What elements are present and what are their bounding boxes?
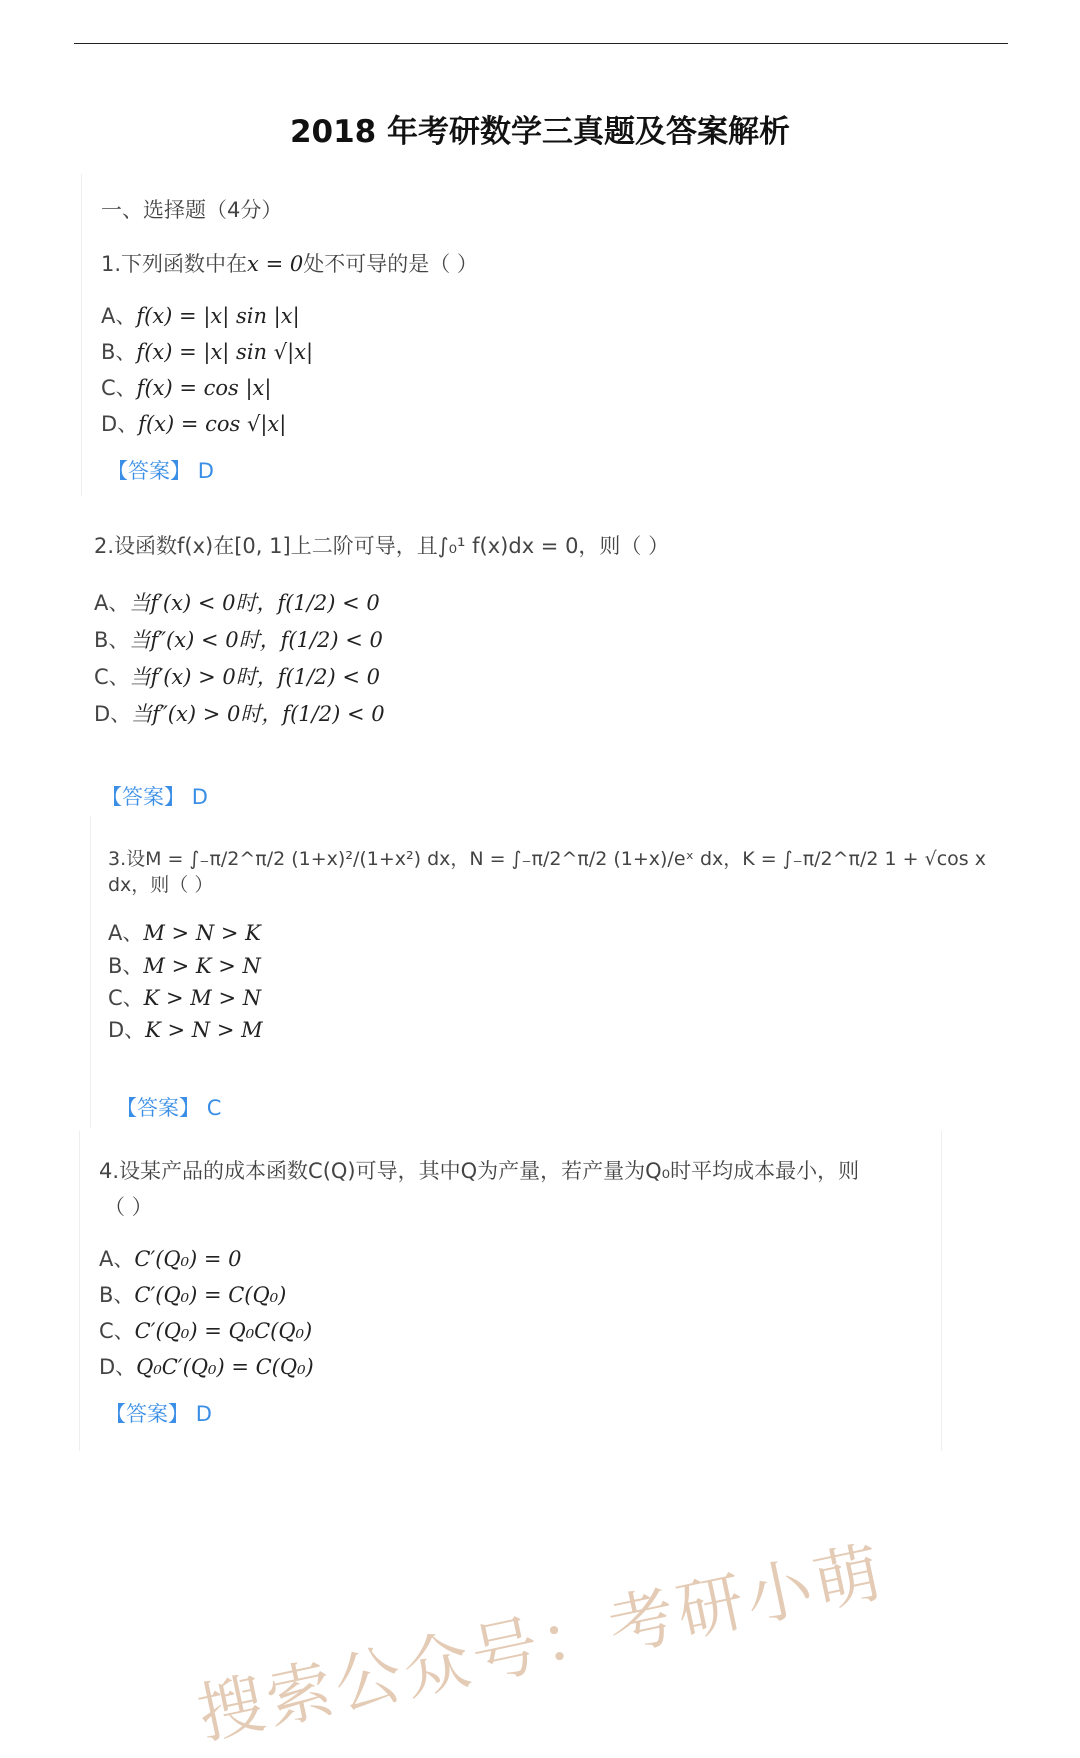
option-math: C′(Q₀) = C(Q₀) (134, 1283, 287, 1307)
watermark: 搜索公众号：考研小萌 (190, 1532, 892, 1754)
option-label: D、 (101, 412, 139, 436)
option-math: M > N > K (143, 921, 261, 945)
answer-value: C (206, 1096, 222, 1120)
option-label: B、 (108, 954, 144, 978)
question-4-stem: 4.设某产品的成本函数C(Q)可导，其中Q为产量，若产量为Q₀时平均成本最小，则 (99, 1159, 860, 1183)
answer-value: D (197, 459, 214, 483)
option-math: 当f′(x) < 0时，f(1/2) < 0 (129, 591, 380, 615)
page-title: 2018 年考研数学三真题及答案解析 (289, 114, 791, 150)
answer-label: 【答案】 (116, 1096, 200, 1120)
answer-label: 【答案】 (105, 1402, 189, 1426)
question-3-border (90, 816, 101, 1128)
option-a (101, 300, 300, 330)
option-b (94, 624, 383, 654)
option-label: B、 (101, 340, 137, 364)
option-label: D、 (94, 702, 132, 726)
option-math: Q₀C′(Q₀) = C(Q₀) (136, 1355, 314, 1379)
answer-label: 【答案】 (107, 459, 191, 483)
option-b (108, 950, 261, 980)
option-b (101, 336, 313, 366)
option-math: f(x) = |x| sin |x| (136, 304, 300, 328)
option-c (101, 372, 271, 402)
option-label: C、 (94, 665, 130, 689)
option-math: f(x) = |x| sin √|x| (136, 340, 314, 364)
option-d (108, 1014, 263, 1044)
option-a (108, 917, 261, 947)
header-rule (74, 43, 1008, 44)
option-math: C′(Q₀) = 0 (134, 1247, 242, 1271)
option-math: f(x) = cos |x| (136, 376, 272, 400)
option-label: B、 (99, 1283, 135, 1307)
stem-prefix: 1.下列函数中在 (101, 252, 248, 276)
option-label: A、 (108, 921, 144, 945)
option-label: A、 (99, 1247, 135, 1271)
option-math: C′(Q₀) = Q₀C(Q₀) (134, 1319, 313, 1343)
question-1-border (81, 174, 92, 496)
option-label: C、 (99, 1319, 135, 1343)
option-d (99, 1351, 314, 1381)
option-c (99, 1315, 312, 1345)
option-label: C、 (108, 986, 144, 1010)
option-math: K > M > N (143, 986, 262, 1010)
stem-suffix: 处不可导的是（ ） (303, 252, 478, 276)
answer-3 (116, 1092, 221, 1122)
answer-value: D (195, 1402, 212, 1426)
option-label: B、 (94, 628, 130, 652)
option-a (99, 1243, 242, 1273)
option-math: 当f′(x) > 0时，f(1/2) < 0 (129, 665, 381, 689)
option-label: A、 (101, 304, 137, 328)
answer-1 (107, 455, 214, 485)
question-4-stem-cont: （ ） (104, 1195, 153, 1219)
option-d (94, 698, 385, 728)
question-1-stem (101, 248, 478, 278)
option-c (94, 661, 380, 691)
question-3-stem: 3.设M = ∫₋π/2^π/2 (1+x)²/(1+x²) dx，N = ∫₋π/2^π/2 (1+x)/eˣ dx，K = ∫₋π/2^π/2 1 + √cos x dx，则（ ） (108, 848, 986, 896)
option-math: f(x) = cos √|x| (138, 412, 287, 436)
answer-2 (101, 781, 208, 811)
answer-label: 【答案】 (101, 785, 185, 809)
option-label: D、 (108, 1018, 146, 1042)
section-heading: 一、选择题（4分） (101, 198, 283, 222)
option-math: M > K > N (143, 954, 261, 978)
option-math: K > N > M (145, 1018, 263, 1042)
option-label: A、 (94, 591, 130, 615)
answer-4 (105, 1398, 212, 1428)
option-b (99, 1279, 286, 1309)
option-math: 当f″(x) > 0时，f(1/2) < 0 (131, 702, 385, 726)
option-a (94, 587, 380, 617)
option-c (108, 982, 261, 1012)
option-label: D、 (99, 1355, 137, 1379)
answer-value: D (191, 785, 208, 809)
option-d (101, 408, 286, 438)
question-2-stem: 2.设函数f(x)在[0, 1]上二阶可导，且∫₀¹ f(x)dx = 0，则（ ） (94, 534, 670, 558)
option-math: 当f″(x) < 0时，f(1/2) < 0 (129, 628, 383, 652)
option-label: C、 (101, 376, 137, 400)
stem-math: x = 0 (247, 252, 304, 276)
